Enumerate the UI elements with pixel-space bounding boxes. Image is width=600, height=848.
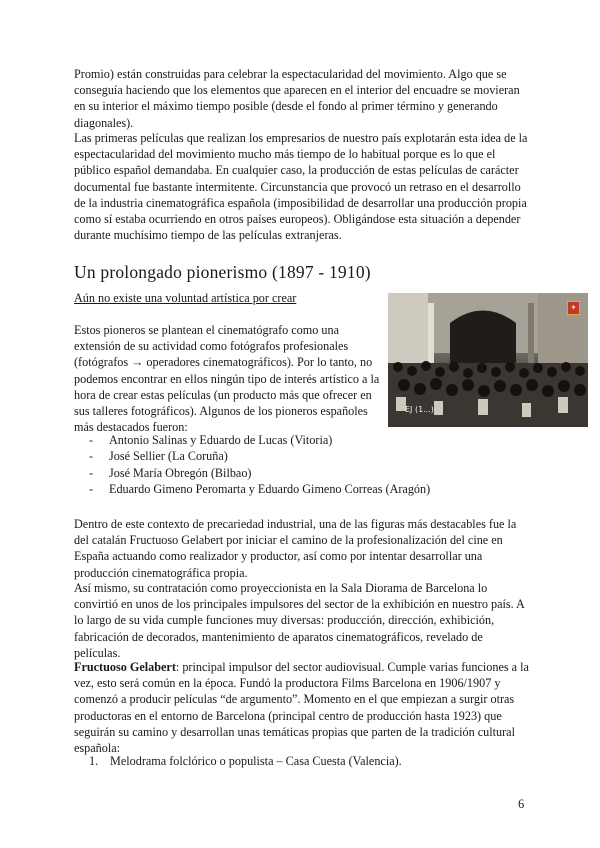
list-dash: - — [89, 465, 94, 480]
list-dash: - — [89, 449, 94, 464]
section-title: Un prolongado pionerismo (1897 - 1910) — [74, 262, 371, 282]
gelabert-paragraph-1: Dentro de este contexto de precariedad industrial, una de las figuras más destacables fue la del catalán Fructuoso Gelabert por iniciar el camino de la profesionalización del cine en España actuando como realizador y productor, así como por intentar desarrollar una producción cinematográfica propia. — [74, 517, 517, 580]
gelabert-bold-name: Fructuoso Gelabert — [74, 660, 176, 674]
gelabert-paragraph-2: Así mismo, su contratación como proyeccionista en la Sala Diorama de Barcelona lo convirtió en unos de los principales impulsores del sector de la exhibición en nuestro país. A lo largo de su vida cumple funciones muy diversas: producción, dirección, exhibición, fabricación de decorados, mantenimiento de aparatos cinematográficos, revelado de películas. — [74, 581, 525, 660]
gelabert-paragraph-3: Fructuoso Gelabert: principal impulsor del sector audiovisual. Cumple varias funciones a la vez, esto será común en la época. Fundó la productora Films Barcelona en 1906/1907 y comenzó a producir películas “de argumento”. Momento en el que empiezan a surgir otras productoras en el entorno de Barcelona (principal centro de producción hasta 1923) que seguirán su camino y desarrollan unas temáticas propias que parten de la tradición cultural española: — [74, 660, 529, 756]
list-item: - Eduardo Gimeno Peromarta y Eduardo Gimeno Correas (Aragón) — [89, 481, 431, 496]
list-dash: - — [89, 433, 94, 447]
list-dash: - — [89, 481, 94, 496]
intro-paragraph-2: Las primeras películas que realizan los empresarios de nuestro país explotarán esta idea de la espectacularidad del movimiento mucho más tiempo de lo habitual porque es lo que el público español demandaba. En cualquier caso, la producción de estas películas de carácter documental fue bastante intermitente. Circunstancia que provocó un retraso en el desarrollo de la industria cinematográfica española (imposibilidad de desarrollar una producción propia como sí estaba ocurriendo en otros países europeos). Obligándose esta situación a depender durante muchísimo tiempo de las películas extranjeras. — [74, 131, 528, 243]
list-item: 1. Melodrama folclórico o populista – Casa Cuesta (Valencia). — [89, 754, 402, 768]
page-number: 6 — [518, 797, 525, 811]
channel-logo-icon: ✦ — [567, 301, 580, 315]
pioneers-paragraph: Estos pioneros se plantean el cinematógrafo como una extensión de su actividad como fotógrafos profesionales (fotógrafos → operadores cinematográficos). Por lo tanto, no podemos encontrar en ellos ningún tipo de interés artístico a la hora de crear estas películas (un producto más que ofrecer en sus talleres fotográficos). Algunos de los pioneros españoles más destacados fueron: — [74, 323, 380, 435]
intro-paragraph-1: Promio) están construidas para celebrar la espectacularidad del movimiento. Algo que se conseguía haciendo que los elementos que aparecen en el interior del encuadre se movieran en su interior el máximo tiempo posible (desde el fondo al primer término y generando diagonales). — [74, 67, 520, 130]
list-item: - Antonio Salinas y Eduardo de Lucas (Vitoria) — [89, 433, 333, 447]
historical-crowd-photo — [388, 293, 588, 427]
section-subheading: Aún no existe una voluntad artística por crear — [74, 291, 297, 305]
pioneers-list — [74, 432, 532, 497]
photo-caption: EJ (1...) — [405, 405, 434, 414]
genres-list — [74, 753, 532, 769]
list-item: - José Sellier (La Coruña) — [89, 449, 228, 464]
list-item: - José María Obregón (Bilbao) — [89, 465, 252, 480]
